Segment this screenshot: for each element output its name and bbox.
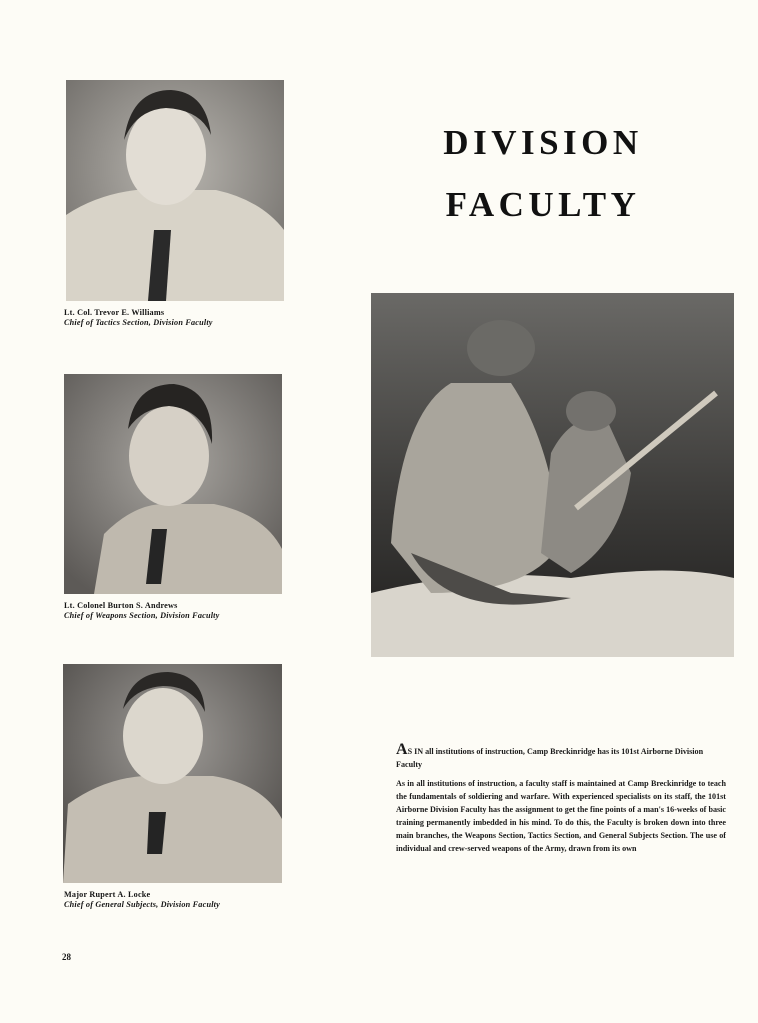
- officer-name: Lt. Colonel Burton S. Andrews: [64, 601, 178, 610]
- portrait-caption-locke: [64, 890, 294, 910]
- article-body: [396, 741, 726, 855]
- portrait-photo-andrews: [64, 374, 282, 594]
- portrait-caption-andrews: [64, 601, 294, 621]
- lead-text: S IN all institutions of instruction, Camp Breckinridge has its 101st Airborne Division Faculty: [396, 747, 704, 769]
- page-number: 28: [62, 952, 71, 962]
- officer-name: Lt. Col. Trevor E. Williams: [64, 308, 165, 317]
- portrait-caption-williams: [64, 308, 294, 328]
- portrait-photo-locke: [63, 664, 282, 883]
- article-paragraph: As in all institutions of instruction, a faculty staff is maintained at Camp Breckinridge to teach the fundamentals of soldiering and warfare. With experienced specialists on its staff, the 101st Airborne Division Faculty has the assignment to get the fine points of a man's 16-weeks of basic training permanently imbedded in his mind. To do this, the Faculty is broken down into three main branches, the Weapons Section, Tactics Section, and General Subjects Section. The use of individual and crew-served weapons of the Army, drawn from its own: [396, 779, 726, 853]
- officer-role: Chief of Tactics Section, Division Faculty: [64, 318, 213, 327]
- drop-cap: A: [396, 741, 408, 758]
- soldiers-photo: [371, 293, 734, 657]
- officer-role: Chief of Weapons Section, Division Faculty: [64, 611, 220, 620]
- page-title: [418, 112, 668, 236]
- title-line-2: FACULTY: [445, 185, 641, 224]
- officer-role: Chief of General Subjects, Division Faculty: [64, 900, 220, 909]
- article-lead: [396, 741, 726, 771]
- officer-name: Major Rupert A. Locke: [64, 890, 151, 899]
- title-line-1: DIVISION: [443, 123, 643, 162]
- portrait-photo-williams: [66, 80, 284, 301]
